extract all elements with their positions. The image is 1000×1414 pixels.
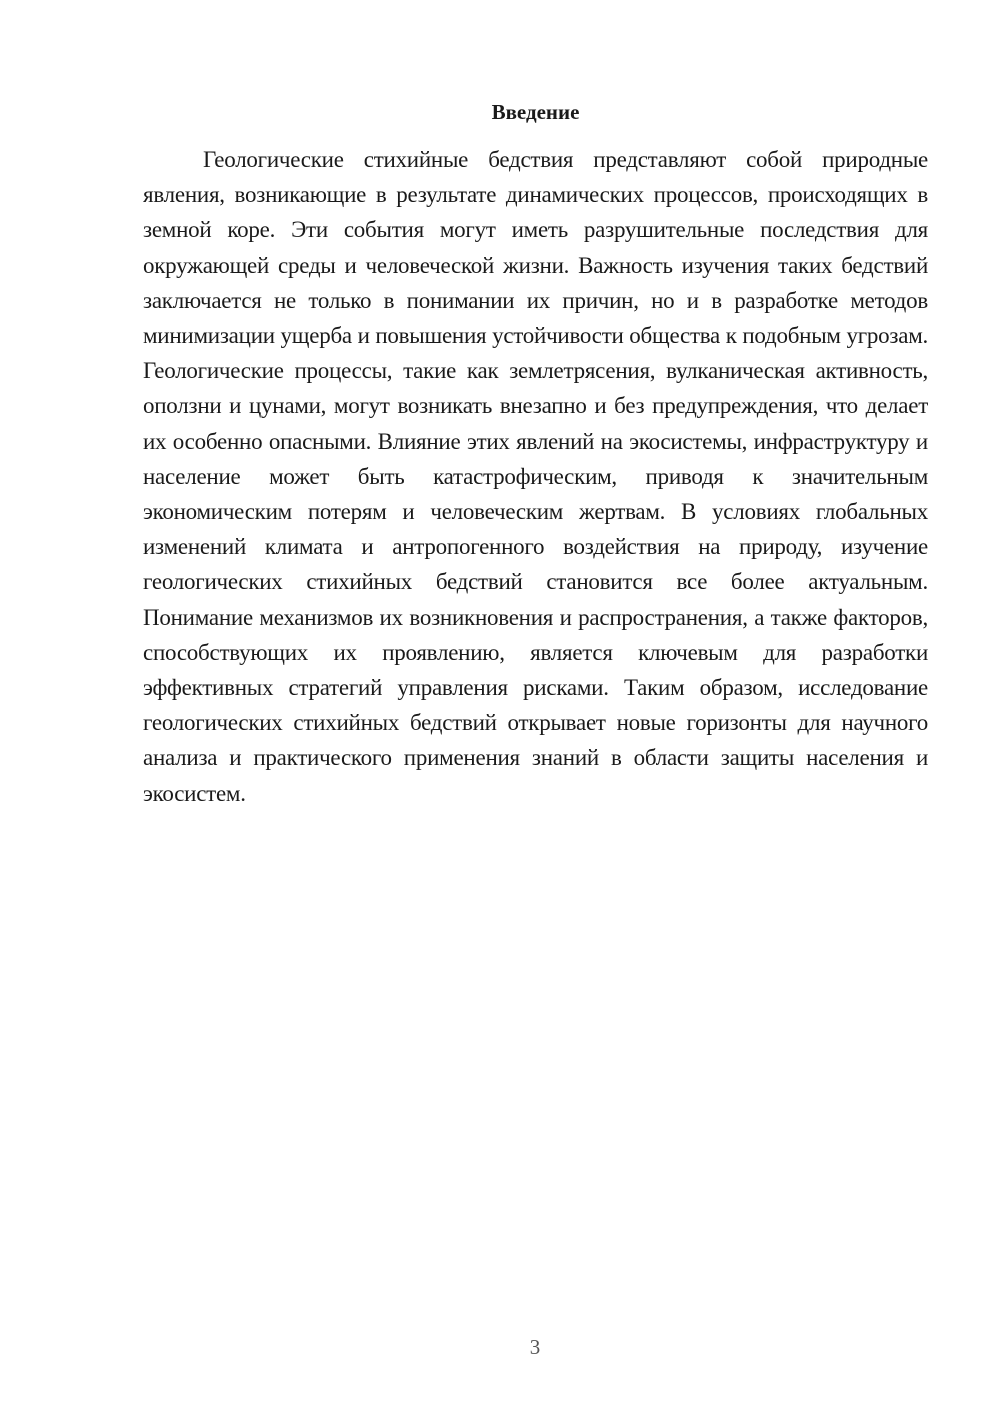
section-heading: Введение bbox=[491, 100, 580, 124]
page-number: 3 bbox=[529, 1335, 541, 1359]
body-paragraph: Геологические стихийные бедствия представляют собой природные явления, возникающие в результате динамических процессов, происходящих в земной коре. Эти события могут иметь разрушительные последствия для окружающей среды и человеческой жизни. Важность изучения таких бедствий заключается не только в понимании их причин, но и в разработке методов минимизации ущерба и повышения устойчивости общества к подобным угрозам. Геологические процессы, такие как землетрясения, вулканическая активность, оползни и цунами, могут возникать внезапно и без предупреждения, что делает их особенно опасными. Влияние этих явлений на экосистемы, инфраструктуру и население может быть катастрофическим, приводя к значительным экономическим потерям и человеческим жертвам. В условиях глобальных изменений климата и антропогенного воздействия на природу, изучение геологических стихийных бедствий становится все более актуальным. Понимание механизмов их возникновения и распространения, а также факторов, способствующих их проявлению, является ключевым для разработки эффективных стратегий управления рисками. Таким образом, исследование геологических стихийных бедствий открывает новые горизонты для научного анализа и практического применения знаний в области защиты населения и экосистем. bbox=[143, 147, 928, 806]
